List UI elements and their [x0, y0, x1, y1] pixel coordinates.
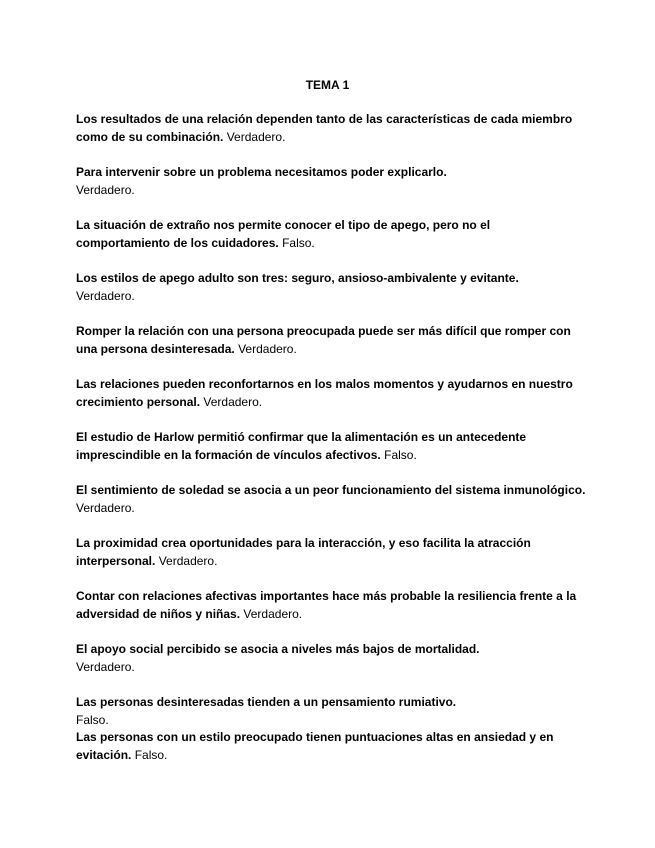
statement: El sentimiento de soledad se asocia a un peor funcionamiento del sistema inmunológico.: [76, 483, 586, 497]
answer: Verdadero.: [226, 129, 286, 144]
answer: Verdadero.: [76, 288, 135, 303]
answer: Verdadero.: [76, 659, 135, 674]
list-item: [76, 729, 586, 764]
list-item: [76, 111, 586, 146]
list-item: [76, 323, 586, 358]
statement: Para intervenir sobre un problema necesitamos poder explicarlo.: [76, 165, 447, 179]
answer: Verdadero.: [158, 553, 218, 568]
list-item: [76, 588, 586, 623]
statement: Las personas desinteresadas tienden a un pensamiento rumiativo.: [76, 695, 457, 709]
statement: Los estilos de apego adulto son tres: seguro, ansioso-ambivalente y evitante.: [76, 271, 519, 285]
page-title: TEMA 1: [305, 78, 350, 92]
statement: El apoyo social percibido se asocia a niveles más bajos de mortalidad.: [76, 642, 480, 656]
statement: El estudio de Harlow permitió confirmar que la alimentación es un antecedente imprescindible en la formación de vínculos afectivos.: [76, 430, 527, 462]
answer: Verdadero.: [238, 341, 297, 356]
list-item: [76, 535, 586, 570]
answer: Falso.: [134, 747, 168, 762]
list-item: [76, 694, 586, 729]
answer: Verdadero.: [76, 500, 135, 515]
answer: Falso.: [282, 235, 315, 250]
list-item: [76, 270, 586, 305]
statement: Contar con relaciones afectivas importantes hace más probable la resiliencia frente a la adversidad de niños y niñas.: [76, 589, 577, 621]
statement: La proximidad crea oportunidades para la interacción, y eso facilita la atracción interpersonal.: [76, 536, 531, 568]
answer: Falso.: [76, 712, 109, 727]
list-item: [76, 641, 586, 676]
statement: Las relaciones pueden reconfortarnos en los malos momentos y ayudarnos en nuestro crecimiento personal.: [76, 377, 573, 409]
list-item: [76, 376, 586, 411]
answer: Verdadero.: [243, 606, 303, 621]
list-item: [76, 217, 586, 252]
statement: La situación de extraño nos permite conocer el tipo de apego, pero no el comportamiento de los cuidadores.: [76, 218, 491, 250]
list-item: [76, 482, 586, 517]
list-item: [76, 429, 586, 464]
answer: Falso.: [384, 447, 417, 462]
statement: Las personas con un estilo preocupado tienen puntuaciones altas en ansiedad y en evitación.: [76, 730, 554, 762]
list-item: [76, 164, 586, 199]
statement: Romper la relación con una persona preocupada puede ser más difícil que romper con una persona desinteresada.: [76, 324, 571, 356]
question-list: [76, 111, 586, 782]
answer: Verdadero.: [76, 182, 135, 197]
statement: Los resultados de una relación dependen tanto de las características de cada miembro como de su combinación.: [76, 112, 573, 144]
answer: Verdadero.: [203, 394, 263, 409]
